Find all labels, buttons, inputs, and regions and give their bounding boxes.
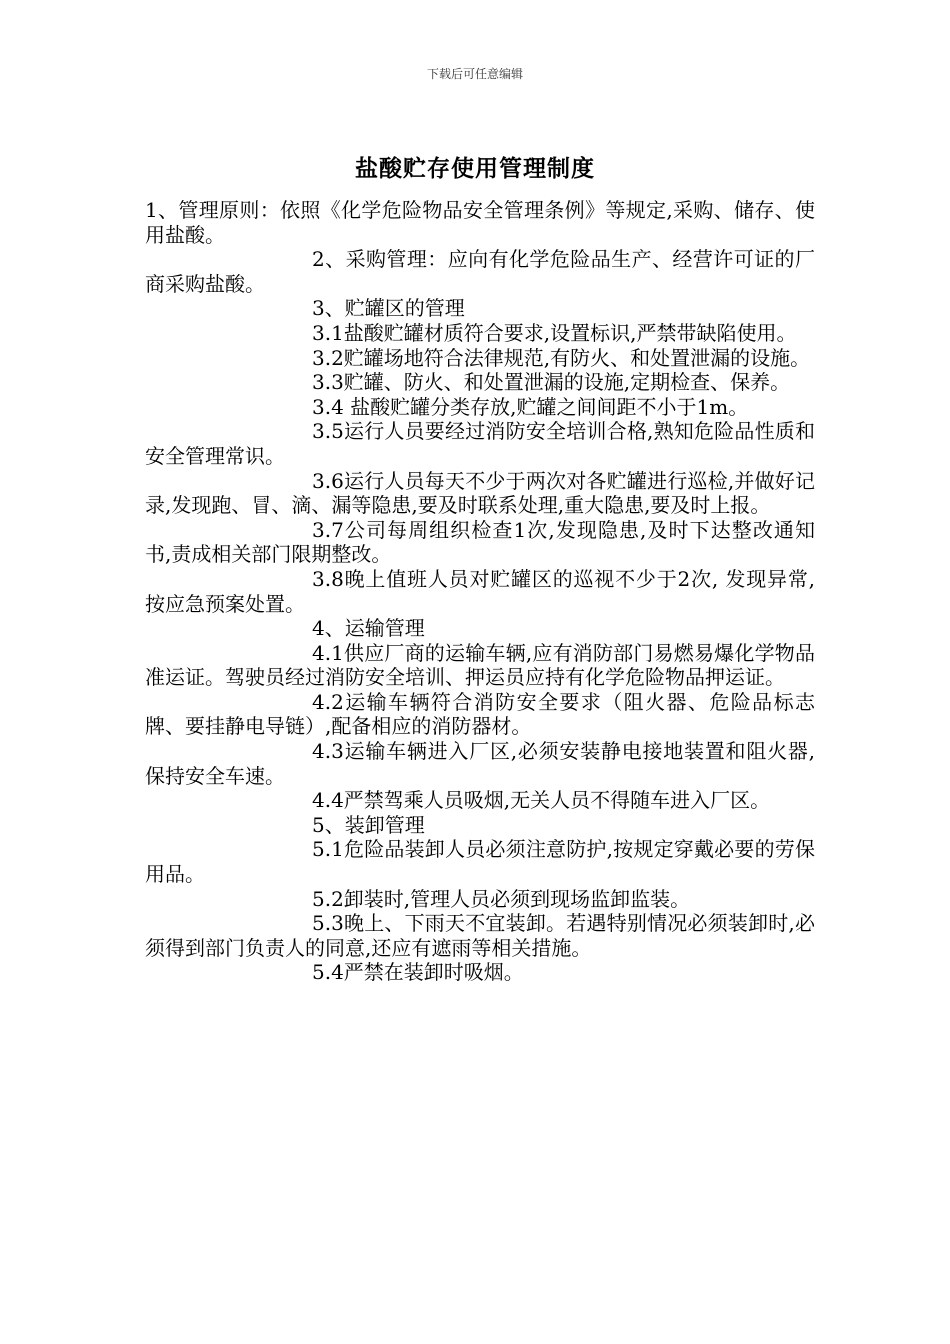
paragraph-4-3: 4.3运输车辆进入厂区,必须安装静电接地装置和阻火器,保持安全车速。: [145, 739, 815, 788]
section-heading-loading: 5、装卸管理: [312, 812, 425, 837]
paragraph-3-4: 3.4 盐酸贮罐分类存放,贮罐之间间距不小于1m。: [312, 394, 749, 419]
paragraph-3-7: 3.7公司每周组织检查1次,发现隐患,及时下达整改通知书,责成相关部门限期整改。: [145, 517, 815, 567]
paragraph-3-5: 3.5运行人员要经过消防安全培训合格,熟知危险品性质和安全管理常识。: [145, 419, 815, 468]
paragraph-5-4: 5.4严禁在装卸时吸烟。: [312, 960, 524, 985]
paragraph-3-3: 3.3贮罐、防火、和处置泄漏的设施,定期检查、保养。: [312, 370, 791, 395]
paragraph-3-6: 3.6运行人员每天不少于两次对各贮罐进行巡检,并做好记录,发现跑、冒、滴、漏等隐患,要及时联系处理,重大隐患,要及时上报。: [145, 468, 815, 518]
document-body: [145, 198, 815, 985]
paragraph-4-2: 4.2运输车辆符合消防安全要求（阻火器、危险品标志牌、要挂静电导链）,配备相应的消防器材。: [145, 689, 815, 739]
paragraph-3-1: 3.1盐酸贮罐材质符合要求,设置标识,严禁带缺陷使用。: [312, 320, 797, 345]
section-heading-transport: 4、运输管理: [312, 616, 425, 641]
paragraph-4-4: 4.4严禁驾乘人员吸烟,无关人员不得随车进入厂区。: [312, 788, 771, 813]
section-heading-tank-area: 3、贮罐区的管理: [312, 296, 465, 321]
paragraph-4-1: 4.1供应厂商的运输车辆,应有消防部门易燃易爆化学物品准运证。驾驶员经过消防安全培训、押运员应持有化学危险物品押运证。: [145, 640, 815, 690]
paragraph-5-1: 5.1危险品装卸人员必须注意防护,按规定穿戴必要的劳保用品。: [145, 837, 815, 887]
paragraph-5-2: 5.2卸装时,管理人员必须到现场监卸监装。: [312, 886, 691, 911]
paragraph-3-2: 3.2贮罐场地符合法律规范,有防火、和处置泄漏的设施。: [312, 345, 811, 370]
document-title: 盐酸贮存使用管理制度: [355, 155, 595, 182]
paragraph-management-principle: 1、管理原则：依照《化学危险物品安全管理条例》等规定,采购、储存、使用盐酸。: [145, 198, 815, 247]
paragraph-procurement: 2、采购管理：应向有化学危险品生产、经营许可证的厂商采购盐酸。: [145, 247, 815, 296]
header-note: 下载后可任意编辑: [426, 67, 523, 81]
paragraph-5-3: 5.3晚上、下雨天不宜装卸。若遇特别情况必须装卸时,必须得到部门负责人的同意,还应有遮雨等相关措施。: [145, 911, 815, 960]
paragraph-3-8: 3.8晚上值班人员对贮罐区的巡视不少于2次, 发现异常,按应急预案处置。: [145, 566, 815, 616]
